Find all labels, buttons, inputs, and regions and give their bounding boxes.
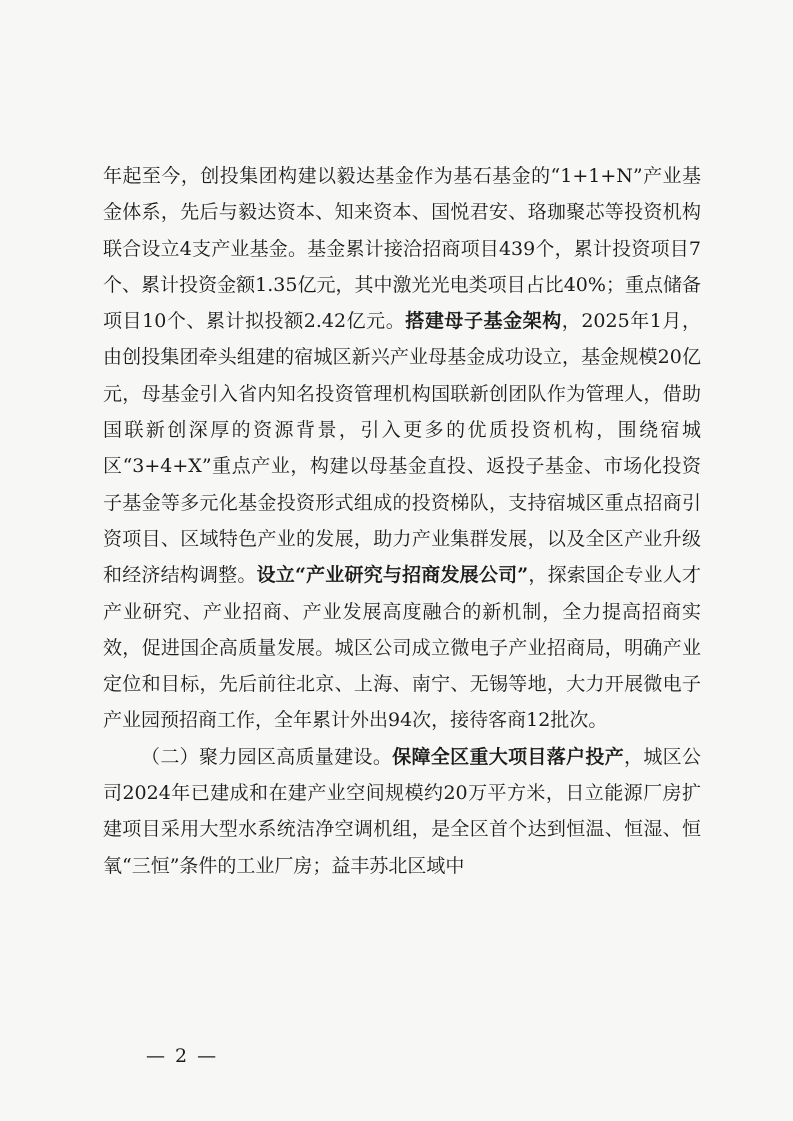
heading-run-research-company: 设立“产业研究与招商发展公司” [256,564,529,587]
text-run: ，探索国企专业人才产业研究、产业招商、产业发展高度融合的新机制，全力提高招商实效，促进国企高质量发展。城区公司成立微电子产业招商局，明确产业定位和目标，先后前往北京、上海、南宁、无锡等地，大力开展微电子产业园预招商工作，全年累计外出94次，接待客商12批次。 [103,564,701,732]
text-run: 年起至今，创投集团构建以毅达基金作为基石基金的“1+1+N”产业基金体系，先后与毅达资本、知来资本、国悦君安、珞珈聚芯等投资机构联合设立4支产业基金。基金累计接洽招商项目439个，累计投资项目7个、累计投资金额1.35亿元，其中激光光电类项目占比40%；重点储备项目10个、累计拟投额2.42亿元。 [103,165,701,333]
section-heading-run: （二）聚力园区高质量建设。 [141,745,393,768]
heading-run-mother-fund: 搭建母子基金架构 [405,310,562,333]
heading-run-major-projects: 保障全区重大项目落户投产 [392,745,625,768]
paragraph-park-construction [103,739,701,884]
page-number: — 2 — [146,1045,219,1067]
document-body [103,158,701,884]
text-run: ，2025年1月，由创投集团牵头组建的宿城区新兴产业母基金成功设立，基金规模20亿元，母基金引入省内知名投资管理机构国联新创团队作为管理人，借助国联新创深厚的资源背景，引入更多的优质投资机构，围绕宿城区“3+4+X”重点产业，构建以母基金直投、返投子基金、市场化投资子基金等多元化基金投资形式组成的投资梯队，支持宿城区重点招商引资项目、区域特色产业的发展，助力产业集群发展，以及全区产业升级和经济结构调整。 [103,310,701,587]
paragraph-fund-system [103,158,701,739]
text-run: ，城区公司2024年已建成和在建产业空间规模约20万平方米，日立能源厂房扩建项目采用大型水系统洁净空调机组，是全区首个达到恒温、恒湿、恒氧“三恒”条件的工业厂房；益丰苏北区域中 [103,745,701,877]
